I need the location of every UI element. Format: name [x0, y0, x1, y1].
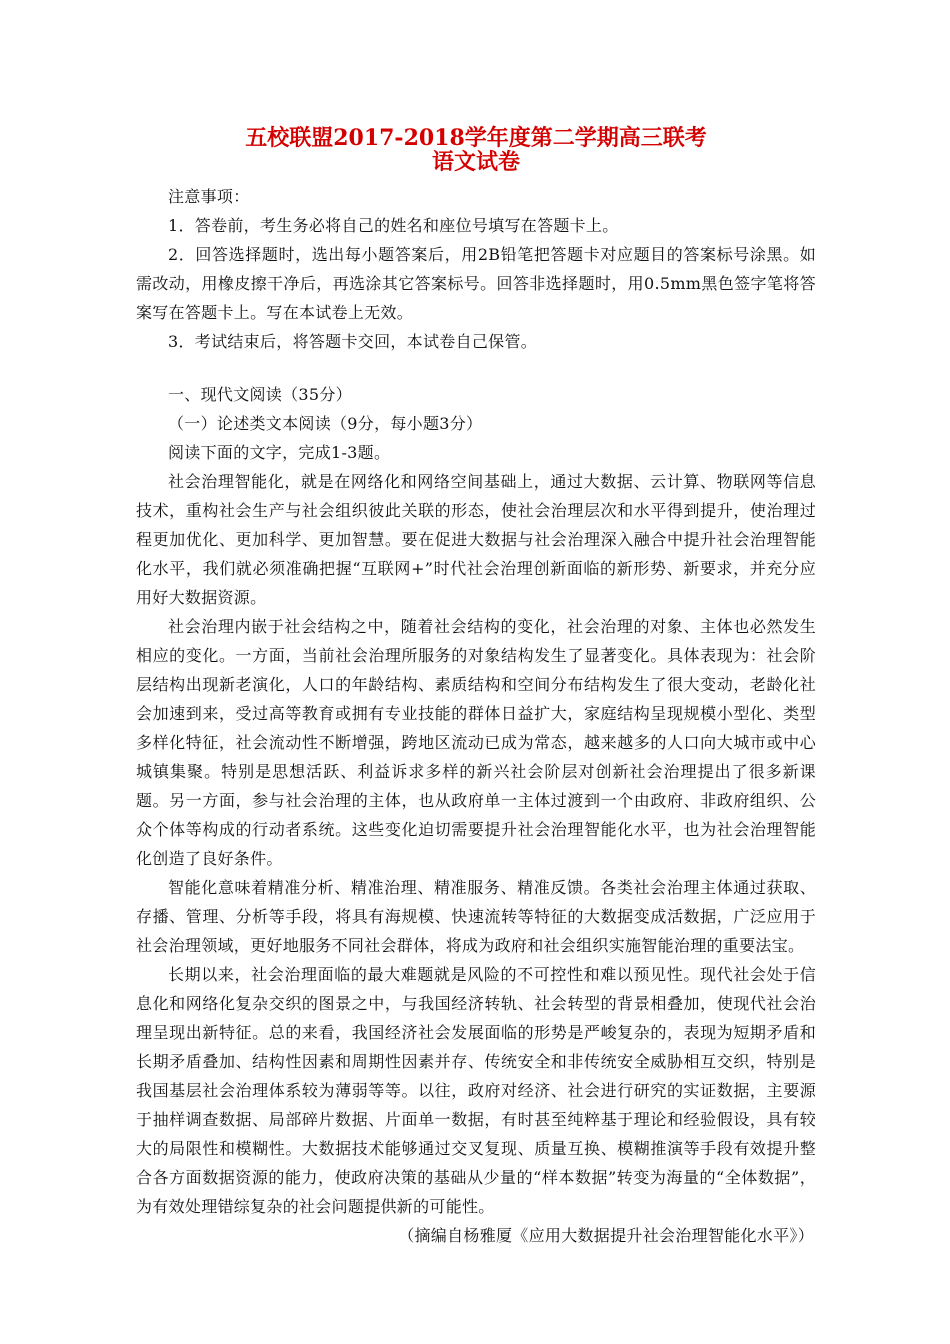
section-instruction: 阅读下面的文字，完成1-3题。	[168, 443, 391, 462]
notice-item-2: 2．回答选择题时，选出每小题答案后，用2B铅笔把答题卡对应题目的答案标号涂黑。如需改动，用橡皮擦干净后，再选涂其它答案标号。回答非选择题时，用0.5mm黑色签字笔将答案写在答题卡上。写在本试卷上无效。	[136, 245, 816, 322]
article-paragraph-2: 社会治理内嵌于社会结构之中，随着社会结构的变化，社会治理的对象、主体也必然发生相应的变化。一方面，当前社会治理所服务的对象结构发生了显著变化。具体表现为：社会阶层结构出现新老演化，人口的年龄结构、素质结构和空间分布结构发生了很大变动，老龄化社会加速到来，受过高等教育或拥有专业技能的群体日益扩大，家庭结构呈现规模小型化、类型多样化特征，社会流动性不断增强，跨地区流动已成为常态，越来越多的人口向大城市或中心城镇集聚。特别是思想活跃、利益诉求多样的新兴社会阶层对创新社会治理提出了很多新课题。另一方面，参与社会治理的主体，也从政府单一主体过渡到一个由政府、非政府组织、公众个体等构成的行动者系统。这些变化迫切需要提升社会治理智能化水平，也为社会治理智能化创造了良好条件。	[136, 617, 816, 868]
article-paragraph-3: 智能化意味着精准分析、精准治理、精准服务、精准反馈。各类社会治理主体通过获取、存播、管理、分析等手段，将具有海规模、快速流转等特征的大数据变成活数据，广泛应用于社会治理领域，更好地服务不同社会群体，将成为政府和社会组织实施智能治理的重要法宝。	[136, 878, 816, 955]
exam-subject-title: 语文试卷	[431, 149, 520, 175]
article-source: （摘编自杨雅厦《应用大数据提升社会治理智能化水平》）	[398, 1226, 814, 1245]
section-title: 一、现代文阅读（35分）	[168, 385, 352, 404]
article-paragraph-4: 长期以来，社会治理面临的最大难题就是风险的不可控性和难以预见性。现代社会处于信息化和网络化复杂交织的图景之中，与我国经济转轨、社会转型的背景相叠加，使现代社会治理呈现出新特征。总的来看，我国经济社会发展面临的形势是严峻复杂的，表现为短期矛盾和长期矛盾叠加、结构性因素和周期性因素并存、传统安全和非传统安全威胁相互交织，特别是我国基层社会治理体系较为薄弱等等。以往，政府对经济、社会进行研究的实证数据，主要源于抽样调查数据、局部碎片数据、片面单一数据，有时甚至纯粹基于理论和经验假设，具有较大的局限性和模糊性。大数据技术能够通过交叉复现、质量互换、模糊推演等手段有效提升整合各方面数据资源的能力，使政府决策的基础从少量的“样本数据”转变为海量的“全体数据”，为有效处理错综复杂的社会问题提供新的可能性。	[136, 965, 816, 1216]
exam-body	[136, 182, 816, 1250]
section-spacer	[136, 356, 816, 380]
article-paragraph-1: 社会治理智能化，就是在网络化和网络空间基础上，通过大数据、云计算、物联网等信息技术，重构社会生产与社会组织彼此关联的形态，使社会治理层次和水平得到提升，使治理过程更加优化、更加科学、更加智慧。要在促进大数据与社会治理深入融合中提升社会治理智能化水平，我们就必须准确把握“互联网+”时代社会治理创新面临的新形势、新要求，并充分应用好大数据资源。	[136, 472, 816, 607]
exam-title: 五校联盟2017-2018学年度第二学期高三联考	[245, 125, 707, 151]
notice-item-1: 1．答卷前，考生务必将自己的姓名和座位号填写在答题卡上。	[168, 216, 619, 235]
exam-page	[136, 126, 816, 1250]
notice-item-3: 3．考试结束后，将答题卡交回，本试卷自己保管。	[168, 332, 538, 351]
notice-heading: 注意事项：	[168, 187, 250, 206]
section-subtitle: （一）论述类文本阅读（9分，每小题3分）	[168, 414, 483, 433]
